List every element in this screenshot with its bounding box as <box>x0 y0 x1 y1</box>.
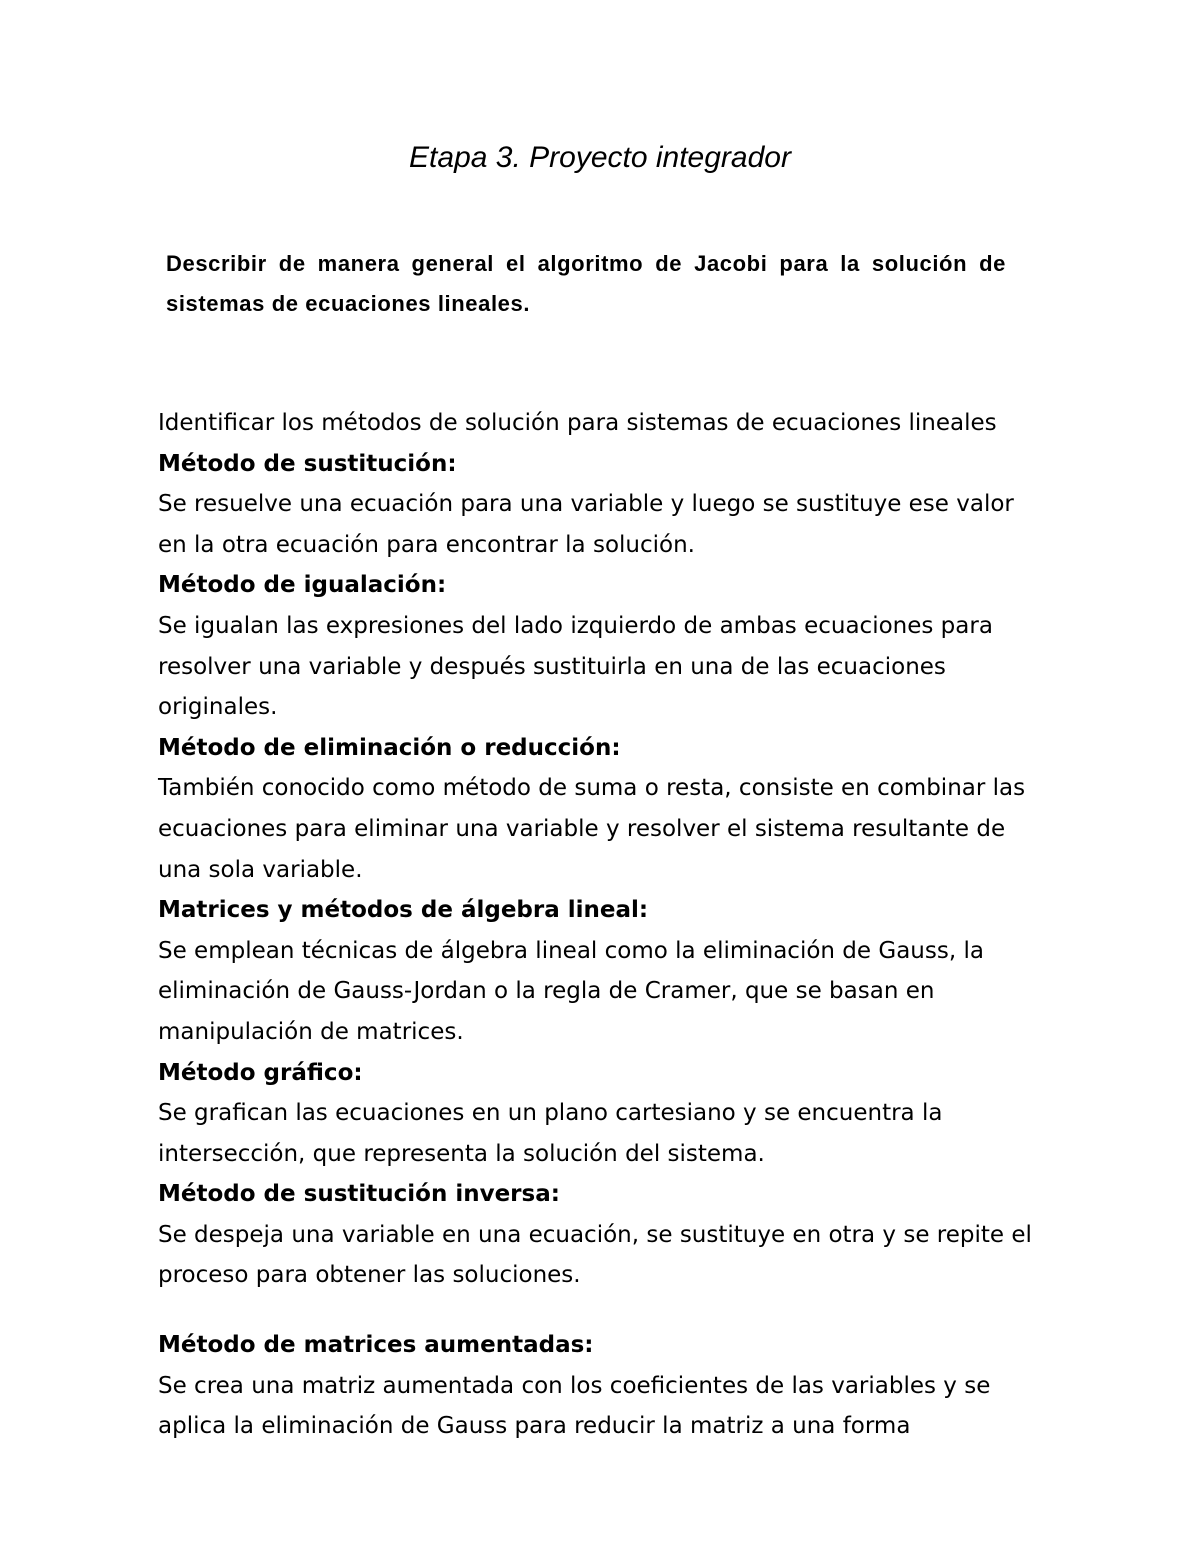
method-heading-sustitucion-inversa: Método de sustitución inversa: <box>158 1181 560 1208</box>
method-text-igualacion: Se igualan las expresiones del lado izquierdo de ambas ecuaciones para resolver una variable y después sustituirla en una de las ecuaciones originales. <box>158 612 993 721</box>
method-text-sustitucion-inversa: Se despeja una variable en una ecuación, se sustituye en otra y se repite el proceso para obtener las soluciones. <box>158 1221 1032 1289</box>
method-heading-matrices: Matrices y métodos de álgebra lineal: <box>158 897 649 924</box>
method-text-eliminacion: También conocido como método de suma o resta, consiste en combinar las ecuaciones para eliminar una variable y resolver el sistema resultante de una sola variable. <box>158 775 1026 883</box>
instruction-text: Describir de manera general el algoritmo de Jacobi para la solución de sistemas de ecuaciones lineales. <box>166 251 1006 316</box>
intro-text: Identificar los métodos de solución para sistemas de ecuaciones lineales <box>158 410 997 436</box>
document-title: Etapa 3. Proyecto integrador <box>409 141 791 174</box>
method-heading-grafico: Método gráfico: <box>158 1059 363 1086</box>
method-text-matrices-aumentadas: Se crea una matriz aumentada con los coeficientes de las variables y se aplica la eliminación de Gauss para reducir la matriz a una forma <box>158 1372 991 1440</box>
method-text-grafico: Se grafican las ecuaciones en un plano cartesiano y se encuentra la intersección, que representa la solución del sistema. <box>158 1100 943 1167</box>
method-heading-sustitucion: Método de sustitución: <box>158 450 457 477</box>
method-heading-eliminacion: Método de eliminación o reducción: <box>158 734 621 761</box>
methods-section <box>158 403 1048 1447</box>
method-heading-matrices-aumentadas: Método de matrices aumentadas: <box>158 1332 594 1359</box>
method-heading-igualacion: Método de igualación: <box>158 572 447 599</box>
method-text-matrices: Se emplean técnicas de álgebra lineal como la eliminación de Gauss, la eliminación de Gauss-Jordan o la regla de Cramer, que se basan en manipulación de matrices. <box>158 937 984 1045</box>
method-text-sustitucion: Se resuelve una ecuación para una variable y luego se sustituye ese valor en la otra ecuación para encontrar la solución. <box>158 491 1014 558</box>
